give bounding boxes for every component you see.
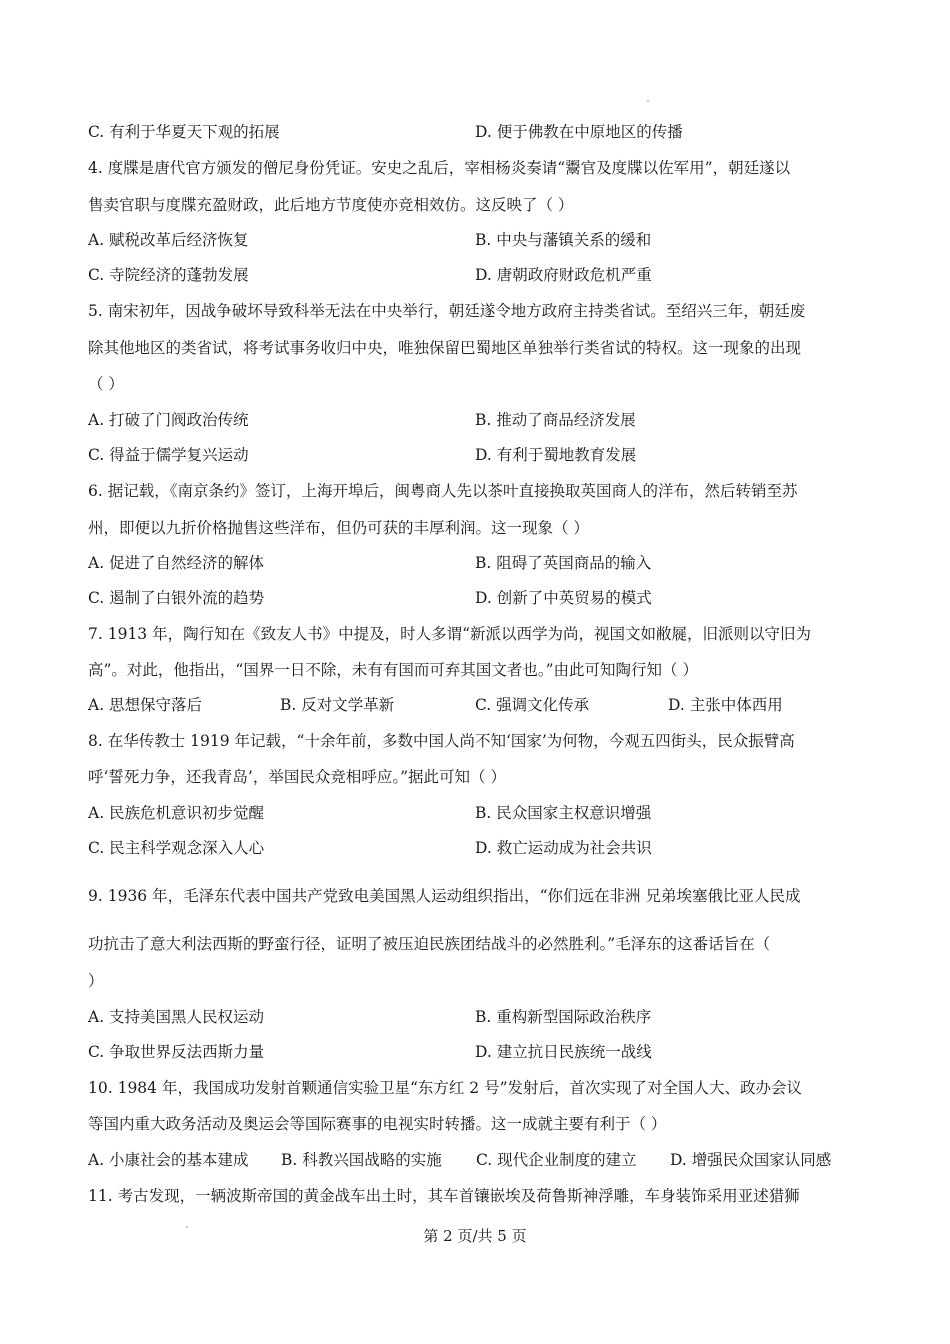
q5-option-c: C. 得益于儒学复兴运动: [88, 446, 249, 464]
q5-option-b: B. 推动了商品经济发展: [475, 411, 636, 429]
q10-option-a: A. 小康社会的基本建成: [88, 1151, 249, 1169]
q4-option-d: D. 唐朝政府财政危机严重: [475, 266, 652, 284]
q8-option-a: A. 民族危机意识初步觉醒: [88, 804, 265, 822]
q7-option-b: B. 反对文学革新: [280, 696, 395, 714]
q10-stem-line-2: 等国内重大政务活动及奥运会等国际赛事的电视实时转播。这一成就主要有利于（ ）: [88, 1115, 667, 1133]
q9-option-c: C. 争取世界反法西斯力量: [88, 1043, 265, 1061]
q7-option-d: D. 主张中体西用: [668, 696, 783, 714]
q5-option-a: A. 打破了门阀政治传统: [88, 411, 249, 429]
q10-option-d: D. 增强民众国家认同感: [670, 1151, 832, 1169]
page-footer: 第 2 页/共 5 页: [423, 1227, 527, 1245]
q10-stem-line-1: 10. 1984 年，我国成功发射首颗通信实验卫星“东方红 2 号”发射后，首次实现了对全国人大、政办会议: [88, 1079, 803, 1097]
q9-option-d: D. 建立抗日民族统一战线: [475, 1043, 652, 1061]
q5-stem-line-1: 5. 南宋初年，因战争破坏导致科举无法在中央举行，朝廷遂令地方政府主持类省试。至绍兴三年，朝廷废: [88, 302, 806, 320]
q8-option-d: D. 救亡运动成为社会共识: [475, 839, 652, 857]
q9-stem-line-3: ）: [88, 972, 104, 990]
q7-option-a: A. 思想保守落后: [88, 696, 203, 714]
q5-stem-line-3: （ ）: [88, 375, 124, 393]
q9-option-b: B. 重构新型国际政治秩序: [475, 1008, 652, 1026]
q11-stem-line-1: 11. 考古发现，一辆波斯帝国的黄金战车出土时，其车首镶嵌埃及荷鲁斯神浮雕，车身装饰采用亚述猎狮: [88, 1187, 800, 1205]
q7-stem-line-1: 7. 1913 年，陶行知在《致友人书》中提及，时人多谓“新派以西学为尚，视国文如敝屣，旧派则以守旧为: [88, 625, 812, 643]
q4-stem-line-2: 售卖官职与度牒充盈财政，此后地方节度使亦竞相效仿。这反映了（ ）: [88, 196, 574, 214]
q8-stem-line-1: 8. 在华传教士 1919 年记载，“十余年前，多数中国人尚不知‘国家’为何物，今观五四街头，民众振臂高: [88, 732, 795, 750]
q5-option-d: D. 有利于蜀地教育发展: [475, 446, 637, 464]
q7-option-c: C. 强调文化传承: [475, 696, 590, 714]
q10-option-c: C. 现代企业制度的建立: [476, 1151, 637, 1169]
q6-stem-line-1: 6. 据记载，《南京条约》签订，上海开埠后，闽粤商人先以茶叶直接换取英国商人的洋布，然后转销至苏: [88, 482, 798, 500]
scan-speck: [647, 100, 649, 102]
q8-option-b: B. 民众国家主权意识增强: [475, 804, 652, 822]
q9-stem-line-2: 功抗击了意大利法西斯的野蛮行径，证明了被压迫民族团结战斗的必然胜利。”毛泽东的这番话旨在（: [88, 935, 771, 953]
q6-stem-line-2: 州，即便以九折价格抛售这些洋布，但仍可获的丰厚利润。这一现象（ ）: [88, 519, 589, 537]
q9-option-a: A. 支持美国黑人民权运动: [88, 1008, 265, 1026]
q6-option-a: A. 促进了自然经济的解体: [88, 554, 265, 572]
q4-option-a: A. 赋税改革后经济恢复: [88, 231, 249, 249]
q9-stem-line-1: 9. 1936 年，毛泽东代表中国共产党致电美国黑人运动组织指出，“你们远在非洲 兄弟埃塞俄比亚人民成: [88, 887, 801, 905]
q7-stem-line-2: 高”。对此，他指出，“国界一日不除，未有有国而可弃其国文者也。”由此可知陶行知（ ）: [88, 661, 698, 679]
q10-option-b: B. 科教兴国战略的实施: [281, 1151, 442, 1169]
q3-option-d: D. 便于佛教在中原地区的传播: [475, 123, 683, 141]
q4-stem-line-1: 4. 度牒是唐代官方颁发的僧尼身份凭证。安史之乱后，宰相杨炎奏请“鬻官及度牒以佐军用”，朝廷遂以: [88, 159, 791, 177]
q5-stem-line-2: 除其他地区的类省试，将考试事务收归中央，唯独保留巴蜀地区单独举行类省试的特权。这一现象的出现: [88, 339, 802, 357]
q6-option-b: B. 阻碍了英国商品的输入: [475, 554, 652, 572]
q8-stem-line-2: 呼‘誓死力争，还我青岛’，举国民众竞相呼应。”据此可知（ ）: [88, 768, 506, 786]
q8-option-c: C. 民主科学观念深入人心: [88, 839, 265, 857]
q6-option-c: C. 遏制了白银外流的趋势: [88, 589, 265, 607]
q3-option-c: C. 有利于华夏天下观的拓展: [88, 123, 280, 141]
q4-option-b: B. 中央与藩镇关系的缓和: [475, 231, 652, 249]
q6-option-d: D. 创新了中英贸易的模式: [475, 589, 652, 607]
q4-option-c: C. 寺院经济的蓬勃发展: [88, 266, 249, 284]
